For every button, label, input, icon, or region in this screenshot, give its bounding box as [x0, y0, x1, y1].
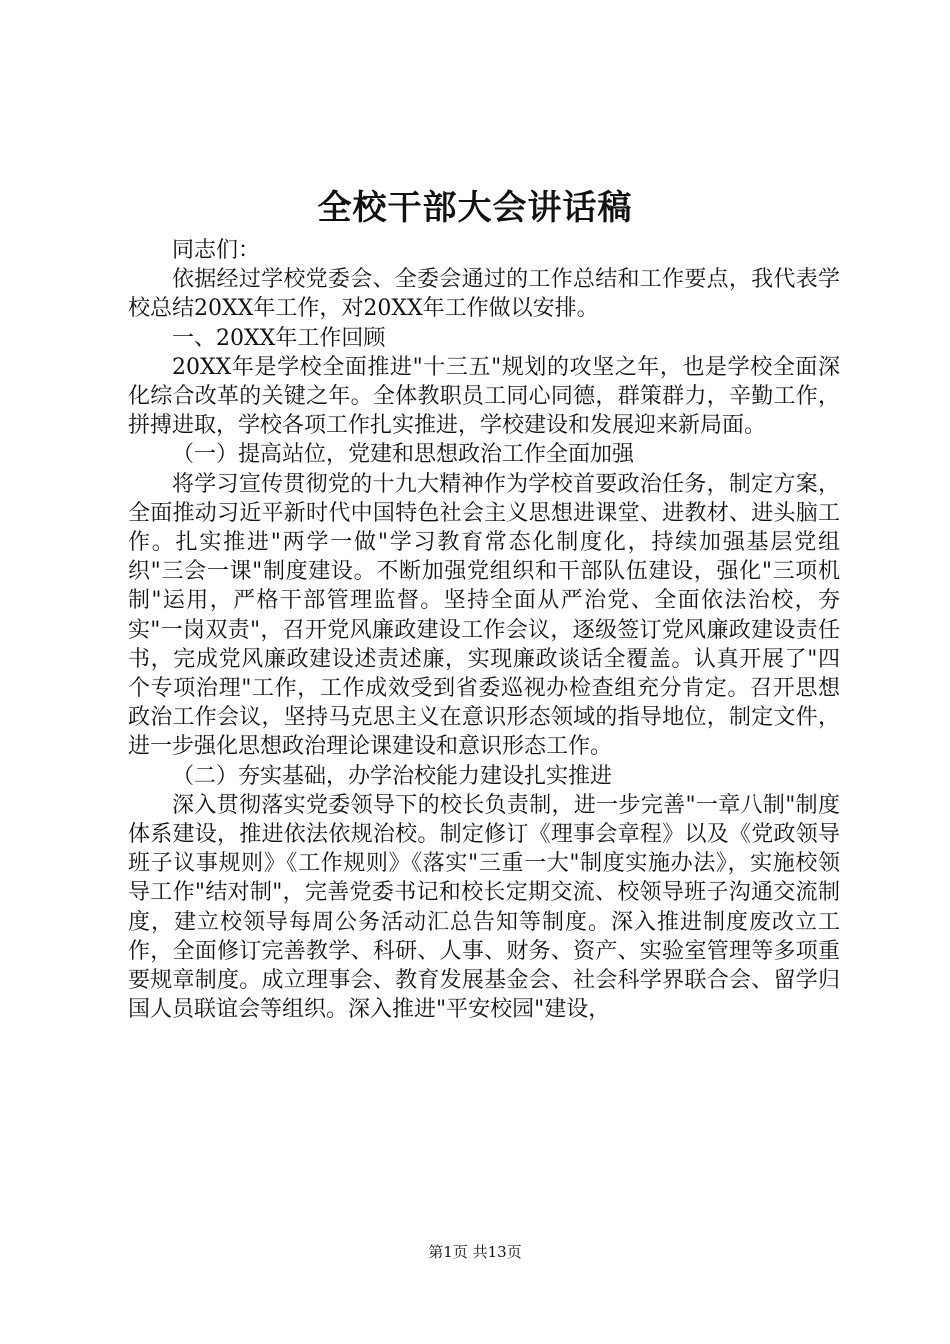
document-title: 全校干部大会讲话稿 — [317, 188, 633, 228]
paragraph-party-building: 将学习宣传贯彻党的十九大精神作为学校首要政治任务，制定方案，全面推动习近平新时代中国特色社会主义思想进课堂、进教材、进头脑工作。扎实推进"两学一做"学习教育常态化制度化，持续加强基层党组织"三会一课"制度建设。不断加强党组织和干部队伍建设，强化"三项机制"运用，严格干部管理监督。坚持全面从严治党、全面依法治校，夯实"一岗双责"，召开党风廉政建设工作会议，逐级签订党风廉政建设责任书，完成党风廉政建设述责述廉，实现廉政谈话全覆盖。认真开展了"四个专项治理"工作，工作成效受到省委巡视办检查组充分肯定。召开思想政治工作会议，坚持马克思主义在意识形态领域的指导地位，制定文件，进一步强化思想政治理论课建设和意识形态工作。 — [128, 471, 840, 760]
paragraph-overview: 20XX年是学校全面推进"十三五"规划的攻坚之年，也是学校全面深化综合改革的关键之年。全体教职员工同心同德，群策群力，辛勤工作，拼搏进取，学校各项工作扎实推进，学校建设和发展迎来新局面。 — [128, 354, 840, 439]
subsection-heading-1: （一）提高站位，党建和思想政治工作全面加强 — [172, 442, 635, 468]
salutation: 同志们： — [172, 238, 261, 263]
page-footer: 第1页 共13页 — [428, 1243, 522, 1261]
subsection-heading-2: （二）夯实基础，办学治校能力建设扎实推进 — [172, 763, 613, 789]
paragraph-intro: 依据经过学校党委会、全委会通过的工作总结和工作要点，我代表学校总结20XX年工作，对20XX年工作做以安排。 — [128, 267, 840, 322]
section-heading-1: 一、20XX年工作回顾 — [172, 325, 386, 351]
paragraph-governance: 深入贯彻落实党委领导下的校长负责制，进一步完善"一章八制"制度体系建设，推进依法依规治校。制定修订《理事会章程》以及《党政领导班子议事规则》《工作规则》《落实"三重一大"制度实施办法》，实施校领导工作"结对制"，完善党委书记和校长定期交流、校领导班子沟通交流制度，建立校领导每周公务活动汇总告知等制度。深入推进制度废改立工作，全面修订完善教学、科研、人事、财务、资产、实验室管理等多项重要规章制度。成立理事会、教育发展基金会、社会科学界联合会、留学归国人员联谊会等组织。深入推进"平安校园"建设， — [128, 792, 840, 1023]
document-body — [128, 236, 840, 1024]
